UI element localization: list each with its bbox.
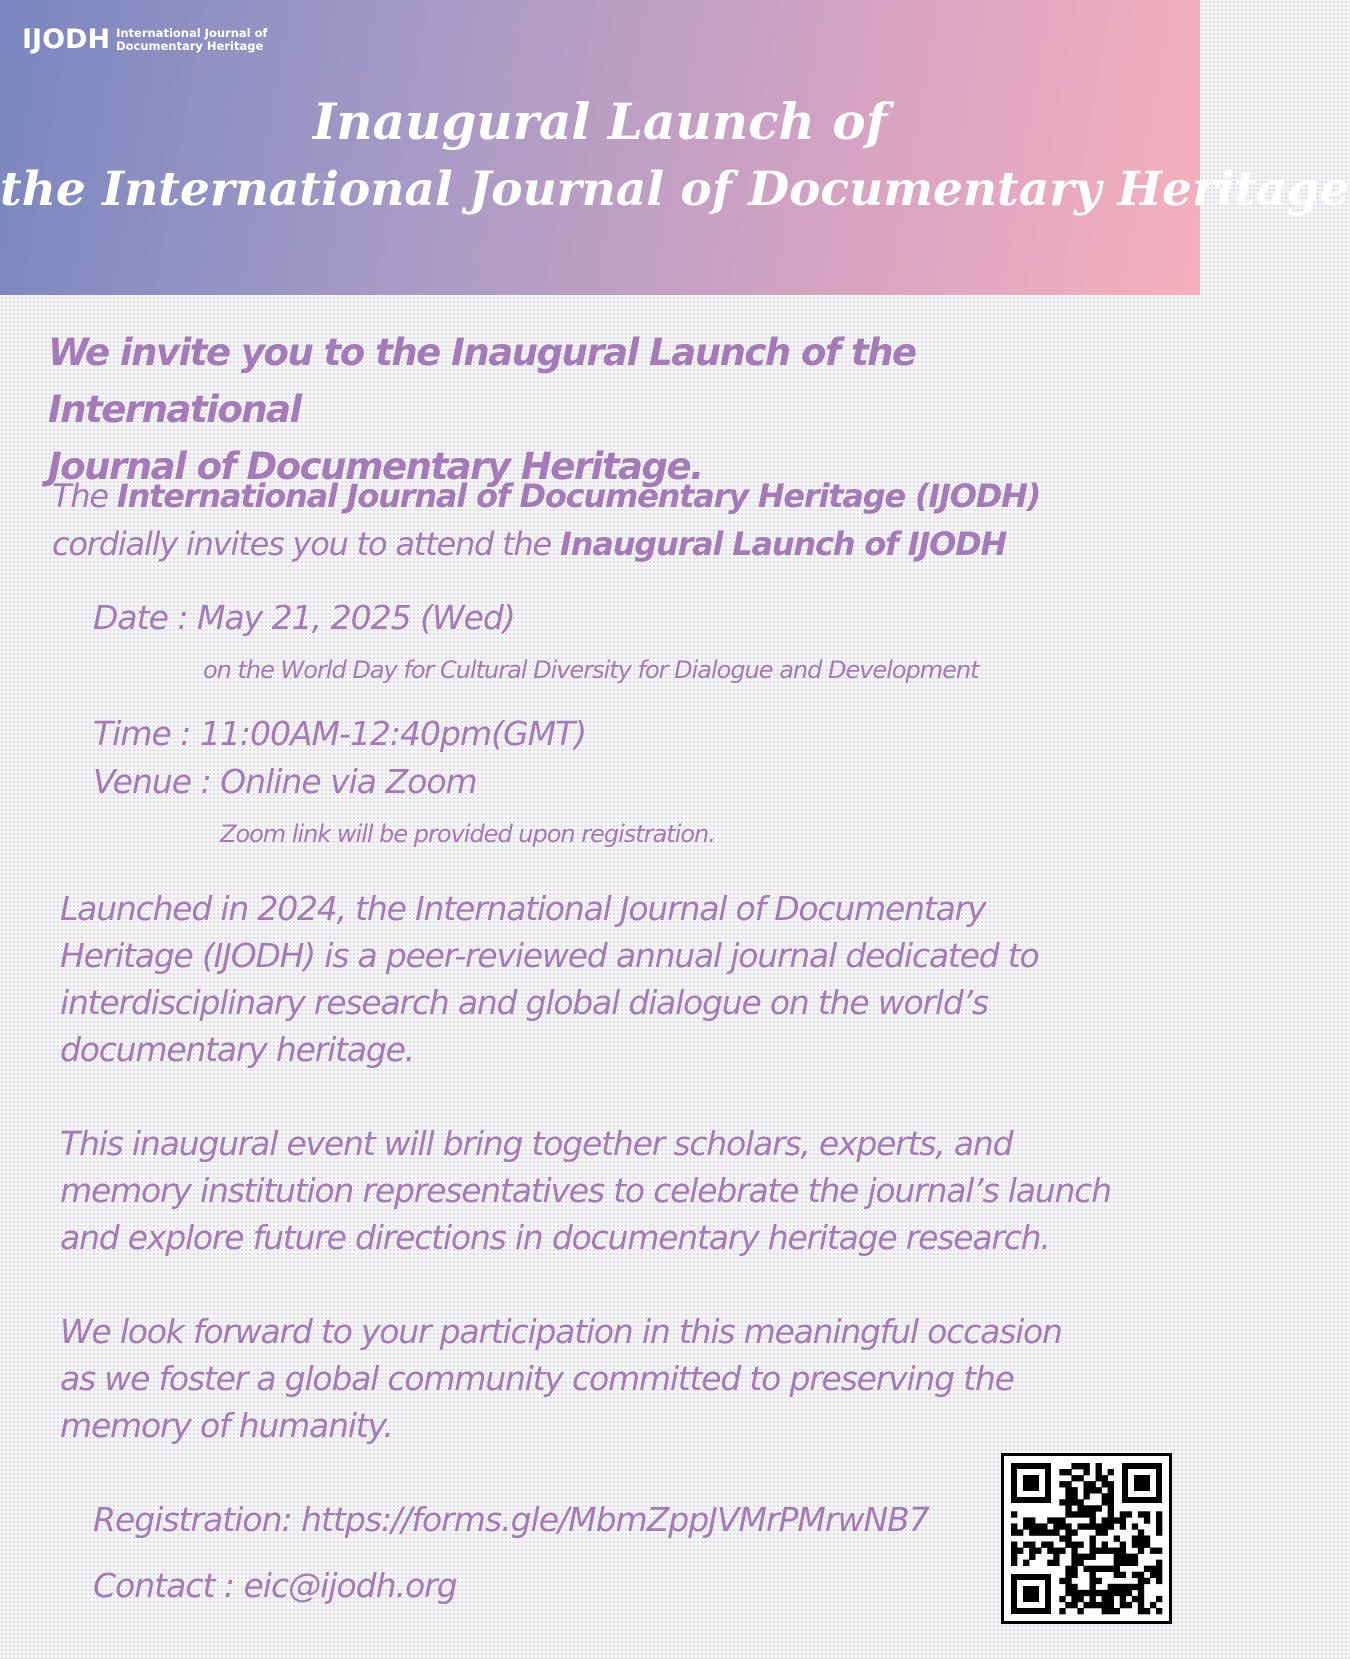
- qr-module: [1090, 1523, 1096, 1529]
- qr-module: [1144, 1578, 1150, 1584]
- qr-module: [1138, 1578, 1144, 1584]
- qr-module: [1090, 1542, 1096, 1548]
- qr-module: [1023, 1523, 1029, 1529]
- invite-journal-name: International Journal of Documentary Heritage (IJODH): [116, 477, 1041, 515]
- page-title: [0, 88, 1350, 224]
- qr-module: [1108, 1505, 1114, 1511]
- qr-module: [1102, 1529, 1108, 1535]
- qr-module: [1011, 1511, 1017, 1517]
- qr-module: [1065, 1602, 1071, 1608]
- qr-module: [1011, 1554, 1017, 1560]
- qr-module: [1077, 1590, 1083, 1596]
- qr-module: [1108, 1584, 1114, 1590]
- qr-module: [1077, 1542, 1083, 1548]
- paragraph-event: [60, 1120, 1160, 1261]
- qr-module: [1138, 1548, 1144, 1554]
- intro-line1: We invite you to the Inaugural Launch of the International: [48, 331, 916, 431]
- invitation-text: [52, 472, 1152, 568]
- qr-module: [1126, 1602, 1132, 1608]
- intro-line2: Journal of Documentary Heritage.: [48, 445, 703, 488]
- qr-module: [1090, 1572, 1096, 1578]
- qr-module: [1065, 1481, 1071, 1487]
- qr-module: [1077, 1475, 1083, 1481]
- qr-module: [1096, 1523, 1102, 1529]
- qr-module: [1053, 1560, 1059, 1566]
- qr-module: [1029, 1517, 1035, 1523]
- qr-module: [1047, 1560, 1053, 1566]
- qr-module: [1156, 1608, 1162, 1614]
- qr-module: [1065, 1505, 1071, 1511]
- qr-module: [1096, 1505, 1102, 1511]
- paragraph-line: and explore future directions in documentary heritage research.: [60, 1218, 1050, 1257]
- qr-module: [1102, 1590, 1108, 1596]
- qr-module: [1114, 1560, 1120, 1566]
- qr-module: [1102, 1517, 1108, 1523]
- qr-module: [1047, 1548, 1053, 1554]
- qr-module: [1150, 1548, 1156, 1554]
- qr-module: [1083, 1469, 1089, 1475]
- qr-module: [1096, 1463, 1102, 1469]
- qr-module: [1035, 1529, 1041, 1535]
- qr-module: [1065, 1523, 1071, 1529]
- qr-module: [1126, 1590, 1132, 1596]
- qr-module: [1090, 1590, 1096, 1596]
- registration-link[interactable]: Registration: https://forms.gle/MbmZppJVMrPMrwNB7: [93, 1500, 929, 1539]
- contact-email[interactable]: Contact : eic@ijodh.org: [93, 1566, 457, 1605]
- qr-module: [1108, 1548, 1114, 1554]
- qr-module: [1132, 1535, 1138, 1541]
- paragraph-line: as we foster a global community committed to preserving the: [60, 1359, 1014, 1398]
- qr-module: [1156, 1566, 1162, 1572]
- qr-module: [1059, 1608, 1065, 1614]
- qr-module: [1108, 1608, 1114, 1614]
- qr-module: [1120, 1602, 1126, 1608]
- qr-module: [1083, 1481, 1089, 1487]
- qr-module: [1108, 1487, 1114, 1493]
- qr-module: [1132, 1523, 1138, 1529]
- qr-module: [1114, 1535, 1120, 1541]
- qr-module: [1090, 1511, 1096, 1517]
- qr-module: [1138, 1590, 1144, 1596]
- qr-module: [1059, 1469, 1065, 1475]
- qr-module: [1132, 1554, 1138, 1560]
- qr-module: [1156, 1560, 1162, 1566]
- qr-module: [1156, 1529, 1162, 1535]
- qr-module: [1029, 1523, 1035, 1529]
- qr-module: [1077, 1596, 1083, 1602]
- paragraph-line: Heritage (IJODH) is a peer-reviewed annual journal dedicated to: [60, 936, 1039, 975]
- qr-module: [1083, 1602, 1089, 1608]
- qr-module: [1096, 1566, 1102, 1572]
- qr-module: [1077, 1554, 1083, 1560]
- qr-module: [1071, 1511, 1077, 1517]
- qr-module: [1096, 1529, 1102, 1535]
- qr-module: [1011, 1523, 1017, 1529]
- qr-module: [1096, 1602, 1102, 1608]
- qr-module: [1077, 1499, 1083, 1505]
- event-date: Date : May 21, 2025 (Wed): [93, 598, 515, 637]
- qr-module: [1156, 1517, 1162, 1523]
- qr-module: [1077, 1463, 1083, 1469]
- qr-module: [1138, 1596, 1144, 1602]
- qr-module: [1150, 1602, 1156, 1608]
- qr-module: [1047, 1529, 1053, 1535]
- logo-text-line1: International Journal of: [116, 25, 268, 40]
- qr-module: [1011, 1542, 1017, 1548]
- logo-text: [116, 27, 267, 53]
- qr-module: [1077, 1560, 1083, 1566]
- qr-module: [1071, 1463, 1077, 1469]
- qr-module: [1090, 1548, 1096, 1554]
- qr-module: [1071, 1554, 1077, 1560]
- qr-module: [1102, 1548, 1108, 1554]
- qr-module: [1029, 1542, 1035, 1548]
- qr-module: [1053, 1517, 1059, 1523]
- logo-mark: IJODH: [22, 24, 111, 55]
- qr-module: [1065, 1499, 1071, 1505]
- qr-module: [1023, 1560, 1029, 1566]
- qr-module: [1065, 1590, 1071, 1596]
- qr-module: [1096, 1469, 1102, 1475]
- qr-module: [1090, 1481, 1096, 1487]
- qr-module: [1071, 1499, 1077, 1505]
- qr-module: [1108, 1469, 1114, 1475]
- qr-module: [1120, 1542, 1126, 1548]
- qr-module: [1023, 1542, 1029, 1548]
- qr-module: [1090, 1584, 1096, 1590]
- qr-module: [1126, 1511, 1132, 1517]
- qr-module: [1029, 1548, 1035, 1554]
- qr-module: [1065, 1572, 1071, 1578]
- qr-module: [1090, 1505, 1096, 1511]
- qr-module: [1108, 1590, 1114, 1596]
- qr-module: [1156, 1578, 1162, 1584]
- qr-module: [1053, 1523, 1059, 1529]
- qr-module: [1047, 1542, 1053, 1548]
- qr-module: [1029, 1529, 1035, 1535]
- title-line2: the International Journal of Documentary Heritage: [0, 162, 1350, 217]
- qr-module: [1071, 1566, 1077, 1572]
- qr-module: [1090, 1487, 1096, 1493]
- qr-module: [1059, 1499, 1065, 1505]
- qr-module: [1011, 1560, 1017, 1566]
- qr-module: [1102, 1499, 1108, 1505]
- qr-module: [1083, 1487, 1089, 1493]
- qr-module: [1047, 1517, 1053, 1523]
- qr-module: [1083, 1505, 1089, 1511]
- qr-module: [1090, 1602, 1096, 1608]
- qr-module: [1132, 1560, 1138, 1566]
- qr-module: [1156, 1511, 1162, 1517]
- qr-module: [1059, 1548, 1065, 1554]
- qr-module: [1083, 1511, 1089, 1517]
- qr-module: [1108, 1602, 1114, 1608]
- qr-module: [1108, 1566, 1114, 1572]
- qr-module: [1120, 1596, 1126, 1602]
- qr-module: [1120, 1523, 1126, 1529]
- qr-module: [1156, 1596, 1162, 1602]
- qr-module: [1102, 1596, 1108, 1602]
- qr-module: [1035, 1523, 1041, 1529]
- qr-module: [1108, 1523, 1114, 1529]
- qr-module: [1071, 1560, 1077, 1566]
- qr-module: [1114, 1548, 1120, 1554]
- qr-module: [1138, 1529, 1144, 1535]
- qr-module: [1083, 1463, 1089, 1469]
- qr-module: [1138, 1584, 1144, 1590]
- qr-module: [1120, 1560, 1126, 1566]
- qr-module: [1096, 1487, 1102, 1493]
- paragraph-line: documentary heritage.: [60, 1030, 414, 1069]
- event-venue: Venue : Online via Zoom: [93, 762, 477, 801]
- qr-module: [1114, 1554, 1120, 1560]
- qr-module: [1065, 1542, 1071, 1548]
- qr-module: [1071, 1596, 1077, 1602]
- qr-module: [1138, 1535, 1144, 1541]
- qr-module: [1126, 1584, 1132, 1590]
- qr-module: [1132, 1542, 1138, 1548]
- qr-module: [1090, 1517, 1096, 1523]
- paragraph-line: Launched in 2024, the International Journal of Documentary: [60, 889, 986, 928]
- qr-module: [1156, 1572, 1162, 1578]
- qr-module: [1144, 1608, 1150, 1614]
- qr-module: [1126, 1560, 1132, 1566]
- qr-module: [1059, 1596, 1065, 1602]
- logo-text-line2: Documentary Heritage: [116, 38, 264, 53]
- qr-module: [1096, 1475, 1102, 1481]
- header-banner: [0, 0, 1350, 295]
- qr-module: [1077, 1608, 1083, 1614]
- qr-code-icon[interactable]: [1001, 1453, 1172, 1624]
- qr-module: [1053, 1529, 1059, 1535]
- qr-module: [1108, 1596, 1114, 1602]
- paragraph-about: [60, 885, 1160, 1073]
- invite-event-name: Inaugural Launch of IJODH: [560, 525, 1007, 563]
- qr-module: [1077, 1523, 1083, 1529]
- intro-heading: [48, 324, 1158, 495]
- qr-module: [1132, 1584, 1138, 1590]
- qr-module: [1041, 1542, 1047, 1548]
- qr-module: [1102, 1602, 1108, 1608]
- qr-module: [1102, 1608, 1108, 1614]
- qr-module: [1071, 1475, 1077, 1481]
- qr-module: [1065, 1566, 1071, 1572]
- qr-module: [1083, 1523, 1089, 1529]
- journal-logo: [22, 26, 268, 53]
- qr-module: [1071, 1602, 1077, 1608]
- qr-module: [1114, 1608, 1120, 1614]
- qr-module: [1059, 1535, 1065, 1541]
- qr-module: [1017, 1548, 1023, 1554]
- qr-module: [1096, 1590, 1102, 1596]
- qr-module: [1108, 1481, 1114, 1487]
- qr-module: [1090, 1535, 1096, 1541]
- qr-module: [1083, 1554, 1089, 1560]
- qr-module: [1108, 1511, 1114, 1517]
- qr-module: [1144, 1542, 1150, 1548]
- qr-module: [1114, 1572, 1120, 1578]
- qr-module: [1120, 1584, 1126, 1590]
- qr-module: [1077, 1511, 1083, 1517]
- qr-module: [1120, 1511, 1126, 1517]
- qr-module: [1144, 1517, 1150, 1523]
- qr-module: [1138, 1542, 1144, 1548]
- qr-module: [1114, 1566, 1120, 1572]
- qr-module: [1144, 1511, 1150, 1517]
- qr-module: [1102, 1493, 1108, 1499]
- qr-module: [1126, 1554, 1132, 1560]
- qr-module: [1114, 1584, 1120, 1590]
- event-time: Time : 11:00AM-12:40pm(GMT): [93, 714, 587, 753]
- qr-module: [1065, 1469, 1071, 1475]
- qr-finder-top-left: [1011, 1463, 1051, 1503]
- qr-module: [1059, 1523, 1065, 1529]
- event-venue-note: Zoom link will be provided upon registration.: [220, 820, 715, 848]
- qr-module: [1065, 1493, 1071, 1499]
- paragraph-closing: [60, 1308, 1160, 1449]
- paragraph-line: This inaugural event will bring together scholars, experts, and: [60, 1124, 1013, 1163]
- qr-module: [1108, 1493, 1114, 1499]
- qr-module: [1059, 1517, 1065, 1523]
- qr-module: [1156, 1548, 1162, 1554]
- qr-module: [1108, 1499, 1114, 1505]
- qr-module: [1102, 1523, 1108, 1529]
- qr-module: [1065, 1578, 1071, 1584]
- qr-module: [1120, 1572, 1126, 1578]
- paragraph-line: interdisciplinary research and global dialogue on the world’s: [60, 983, 988, 1022]
- qr-module: [1090, 1566, 1096, 1572]
- invite-part2: cordially invites you to attend the: [52, 525, 561, 563]
- qr-module: [1041, 1523, 1047, 1529]
- qr-module: [1102, 1542, 1108, 1548]
- qr-module: [1071, 1487, 1077, 1493]
- qr-module: [1011, 1529, 1017, 1535]
- qr-module: [1053, 1554, 1059, 1560]
- qr-module: [1071, 1584, 1077, 1590]
- qr-module: [1053, 1548, 1059, 1554]
- paragraph-line: memory of humanity.: [60, 1406, 393, 1445]
- qr-module: [1120, 1548, 1126, 1554]
- qr-module: [1071, 1493, 1077, 1499]
- qr-module: [1102, 1481, 1108, 1487]
- qr-module: [1114, 1517, 1120, 1523]
- qr-module: [1150, 1566, 1156, 1572]
- qr-module: [1065, 1529, 1071, 1535]
- qr-finder-top-right: [1122, 1463, 1162, 1503]
- qr-module: [1132, 1572, 1138, 1578]
- qr-module: [1096, 1548, 1102, 1554]
- qr-module: [1138, 1602, 1144, 1608]
- qr-module: [1071, 1590, 1077, 1596]
- qr-module: [1041, 1529, 1047, 1535]
- qr-module: [1156, 1523, 1162, 1529]
- qr-module: [1120, 1517, 1126, 1523]
- qr-module: [1083, 1566, 1089, 1572]
- qr-module: [1023, 1517, 1029, 1523]
- qr-module: [1138, 1608, 1144, 1614]
- qr-module: [1071, 1542, 1077, 1548]
- qr-module: [1065, 1487, 1071, 1493]
- qr-module: [1150, 1572, 1156, 1578]
- qr-module: [1017, 1529, 1023, 1535]
- qr-module: [1102, 1566, 1108, 1572]
- qr-module: [1132, 1596, 1138, 1602]
- qr-module: [1083, 1493, 1089, 1499]
- qr-module: [1071, 1572, 1077, 1578]
- qr-module: [1065, 1535, 1071, 1541]
- qr-module: [1120, 1554, 1126, 1560]
- qr-module: [1059, 1578, 1065, 1584]
- paragraph-line: We look forward to your participation in this meaningful occasion: [60, 1312, 1062, 1351]
- qr-module: [1138, 1511, 1144, 1517]
- qr-module: [1059, 1481, 1065, 1487]
- qr-module: [1096, 1578, 1102, 1584]
- qr-module: [1035, 1548, 1041, 1554]
- qr-module: [1065, 1584, 1071, 1590]
- qr-module: [1029, 1554, 1035, 1560]
- qr-module: [1114, 1590, 1120, 1596]
- event-date-note: on the World Day for Cultural Diversity for Dialogue and Development: [203, 656, 979, 684]
- qr-module: [1138, 1572, 1144, 1578]
- invite-part1: The: [52, 477, 117, 515]
- qr-module: [1102, 1475, 1108, 1481]
- qr-module: [1083, 1590, 1089, 1596]
- qr-module: [1108, 1517, 1114, 1523]
- qr-module: [1071, 1529, 1077, 1535]
- qr-finder-bottom-left: [1011, 1574, 1051, 1614]
- qr-module: [1077, 1505, 1083, 1511]
- title-line1: Inaugural Launch of: [312, 92, 888, 151]
- qr-module: [1144, 1535, 1150, 1541]
- qr-module: [1090, 1596, 1096, 1602]
- qr-module: [1065, 1511, 1071, 1517]
- qr-module: [1120, 1590, 1126, 1596]
- qr-module: [1011, 1548, 1017, 1554]
- qr-module: [1071, 1548, 1077, 1554]
- qr-module: [1090, 1554, 1096, 1560]
- paragraph-line: memory institution representatives to celebrate the journal’s launch: [60, 1171, 1111, 1210]
- qr-module: [1090, 1578, 1096, 1584]
- qr-module: [1144, 1566, 1150, 1572]
